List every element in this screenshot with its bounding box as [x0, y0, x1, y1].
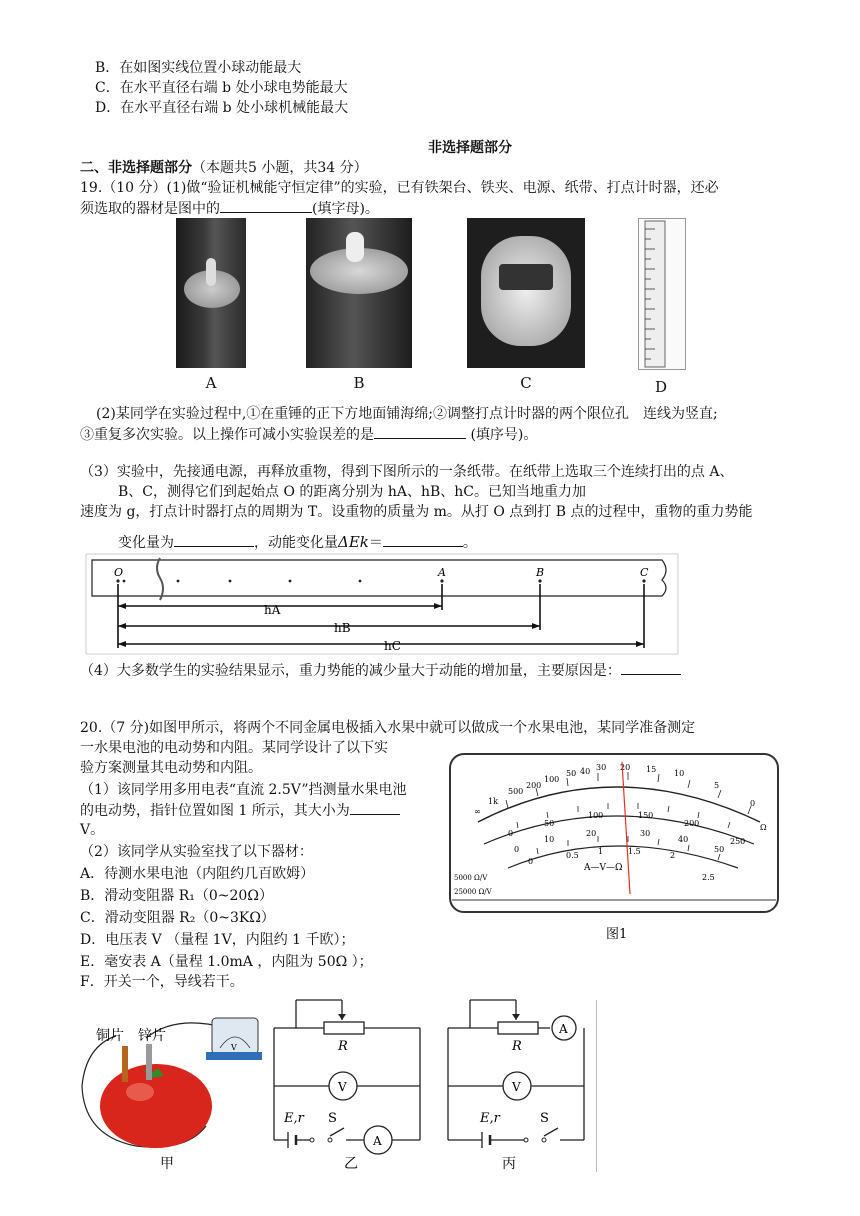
- ohm-label-100: 100: [544, 775, 560, 784]
- zinc-plate-icon: [146, 1044, 152, 1080]
- mid-label-100: 100: [588, 811, 604, 820]
- mid2-label-20: 20: [586, 829, 597, 838]
- tape-dot-o: [116, 579, 119, 582]
- low-label-25: 2.5: [702, 873, 715, 882]
- q19-answer-blank-4[interactable]: [383, 532, 463, 547]
- ohm-label-inf: ∞: [474, 807, 481, 816]
- mid2-label-30: 30: [640, 829, 651, 838]
- q19-p3-eq: ＝: [368, 535, 383, 551]
- switch-icon: [544, 1128, 558, 1136]
- weight-hook-icon: [206, 258, 216, 286]
- q20-answer-blank-1[interactable]: [350, 800, 400, 815]
- q19-p3-line2: B、C，测得它们到起始点 O 的距离分别为 hA、hB、hC。已知当地重力加: [118, 484, 586, 500]
- q19-answer-blank-1[interactable]: [220, 198, 312, 213]
- q20-p2: （2）该同学从实验室找了以下器材：: [80, 844, 313, 860]
- q20-item-a: A．待测水果电池（内阻约几百欧姆）: [80, 866, 315, 882]
- tape-dot-c: [642, 579, 645, 582]
- ohm-label-40: 40: [580, 767, 591, 776]
- ek-symbol: ΔEk: [338, 533, 369, 551]
- multimeter-figure: [448, 752, 782, 944]
- mid-label-0: 0: [508, 829, 514, 838]
- rheostat-icon: [498, 1022, 538, 1034]
- photo-label-c: C: [520, 374, 532, 392]
- ohm-label-5: 5: [714, 781, 720, 790]
- fruit-battery-figure: [76, 1006, 266, 1176]
- circuit-bing-v: V: [512, 1080, 521, 1094]
- photo-label-b: B: [353, 374, 365, 392]
- section-header: 二、非选择题部分: [80, 160, 192, 176]
- ohm-label-200: 200: [526, 781, 542, 790]
- ohm-label-15: 15: [646, 765, 657, 774]
- q20-p1-line1: （1）该同学用多用电表“直流 2.5V”挡测量水果电池: [80, 782, 407, 798]
- mid-label-50: 50: [544, 819, 555, 828]
- mid-label-250: 250: [730, 837, 746, 846]
- q19-p3-line4-text: 变化量为: [118, 535, 174, 551]
- q20-item-f: F．开关一个，导线若干。: [80, 974, 244, 990]
- q19-p2-line1: (2)某同学在实验过程中,①在重锤的正下方地面铺海绵;②调整打点计时器的两个限位孔 连线为竖直;: [96, 406, 718, 422]
- q20-line3: 验方案测量其电动势和内阻。: [80, 760, 262, 776]
- section-header-line: [80, 158, 368, 178]
- q20-item-e: E．毫安表 A（量程 1.0mA ，内阻为 50Ω ）；: [80, 954, 373, 970]
- q20-line2: 一水果电池的电动势和内阻。某同学设计了以下实: [80, 740, 388, 756]
- q19-p4-text: （4）大多数学生的实验结果显示，重力势能的减少量大于动能的增加量，主要原因是：: [80, 663, 621, 679]
- figure-bing-caption: 丙: [502, 1156, 516, 1172]
- photo-label-d: D: [654, 378, 668, 396]
- figure-jia-caption: 甲: [160, 1156, 174, 1172]
- q19-answer-blank-3[interactable]: [174, 532, 254, 547]
- circuit-yi-v: V: [338, 1080, 347, 1094]
- low-label-2: 2: [670, 851, 676, 860]
- circuit-yi-er: E,r: [284, 1111, 304, 1126]
- q19-p2-line2: [80, 424, 537, 445]
- q19-p2-tail: (填序号)。: [466, 427, 538, 443]
- figure-yi-caption: 乙: [344, 1156, 358, 1172]
- q20-p1-line2: [80, 800, 400, 821]
- ohm-label-20: 20: [620, 763, 631, 772]
- circuit-bing-er: E,r: [480, 1111, 500, 1126]
- q20-line1: 20.（7 分)如图甲所示，将两个不同金属电极插入水果中就可以做成一个水果电池，某同学准备测定: [80, 720, 696, 736]
- low-label-15: 1.5: [628, 847, 641, 856]
- circuit-bing-figure: [440, 994, 600, 1174]
- q19-p4: [80, 660, 681, 681]
- mid2-label-10: 10: [544, 835, 555, 844]
- meter-note-2: 25000 Ω/V: [454, 888, 492, 896]
- meter-center-label: A—V—Ω: [584, 863, 623, 873]
- circuit-bing-a: A: [559, 1022, 568, 1036]
- tape-label-b: B: [536, 566, 545, 579]
- ohm-label-30: 30: [596, 763, 607, 772]
- ohm-label-1k: 1k: [488, 797, 498, 806]
- photo-b-weight: [306, 218, 412, 368]
- q19-line2: [80, 198, 379, 219]
- photo-a-weight: [176, 218, 246, 368]
- circuit-yi-s: S: [328, 1111, 337, 1126]
- tape-label-ha: hA: [264, 603, 281, 617]
- voltmeter-label: V: [231, 1043, 237, 1052]
- paper-tape-diagram: [84, 552, 684, 656]
- q19-p3-line4-mid: ，动能变化量: [254, 535, 338, 551]
- circuit-bing-r: R: [512, 1039, 522, 1054]
- q20-item-c: C．滑动变阻器 R₂（0~3KΩ）: [80, 910, 275, 926]
- ohm-label-0: 0: [750, 799, 756, 808]
- q19-p3-line4: [118, 532, 477, 553]
- q20-p1-line3: V。: [80, 822, 105, 838]
- q19-line2-tail: (填字母)。: [312, 201, 379, 217]
- copper-plate-icon: [122, 1046, 128, 1082]
- tape-label-hc: hC: [384, 639, 401, 653]
- tape-label-a: A: [438, 566, 446, 579]
- ohm-label-10: 10: [674, 769, 685, 778]
- section-note: （本题共5 小题，共34 分）: [192, 160, 368, 176]
- tape-dot-b: [538, 579, 541, 582]
- circuit-yi-r: R: [338, 1039, 348, 1054]
- mid2-label-50: 50: [714, 845, 725, 854]
- q19-answer-blank-5[interactable]: [621, 660, 681, 675]
- q19-p3-end: 。: [462, 535, 477, 551]
- q19-line1: 19.（10 分）(1)做“验证机械能守恒定律”的实验，已有铁架台、铁夹、电源、纸带、打点计时器，还必: [80, 180, 719, 196]
- option-c: C．在水平直径右端 b 处小球电势能最大: [95, 80, 348, 96]
- q20-item-d: D．电压表 V （量程 1V，内阻约 1 千欧）；: [80, 932, 355, 948]
- tape-label-hb: hB: [334, 621, 351, 635]
- photo-label-a: A: [205, 374, 217, 392]
- q19-line2-text: 须选取的器材是图中的: [80, 201, 220, 217]
- photo-c-stopwatch: [467, 218, 585, 368]
- ruler-icon: [639, 219, 685, 369]
- mid2-label-40: 40: [678, 835, 689, 844]
- figure-divider: [596, 1000, 597, 1172]
- ohm-unit: Ω: [760, 823, 767, 832]
- circuit-bing-s: S: [540, 1111, 549, 1126]
- mid-label-200: 200: [684, 819, 700, 828]
- ohm-label-50: 50: [566, 769, 577, 778]
- low-label-05: 0.5: [566, 851, 579, 860]
- low-label-1: 1: [598, 847, 604, 856]
- mid2-label-0: 0: [514, 845, 520, 854]
- copper-label: 铜片: [96, 1028, 124, 1044]
- zinc-label: 锌片: [138, 1028, 166, 1044]
- tape-label-o: O: [114, 566, 124, 579]
- rheostat-icon: [324, 1022, 364, 1034]
- low-label-0: 0: [528, 857, 534, 866]
- q19-p3-line1: （3）实验中，先接通电源，再释放重物，得到下图所示的一条纸带。在纸带上选取三个连续打出的点 A、: [80, 464, 734, 480]
- option-b: B．在如图实线位置小球动能最大: [95, 60, 302, 76]
- ohm-label-500: 500: [508, 787, 524, 796]
- switch-icon: [330, 1128, 344, 1136]
- stopwatch-icon: [481, 236, 571, 346]
- figure1-caption: 图1: [606, 927, 628, 942]
- weight-b-hook-icon: [346, 232, 364, 262]
- q19-answer-blank-2[interactable]: [374, 424, 466, 439]
- tape-dot-a: [440, 579, 443, 582]
- option-d: D．在水平直径右端 b 处小球机械能最大: [95, 100, 349, 116]
- section-title: 非选择题部分: [428, 140, 512, 156]
- mid-label-150: 150: [638, 811, 654, 820]
- q19-p3-line3: 速度为 g，打点计时器打点的周期为 T。设重物的质量为 m。从打 O 点到打 B 点的过程中，重物的重力势能: [80, 504, 753, 520]
- photo-d-ruler: [638, 218, 686, 370]
- circuit-yi-figure: [266, 994, 436, 1174]
- meter-note-1: 5000 Ω/V: [454, 874, 488, 882]
- q20-p1-text: 的电动势，指针位置如图 1 所示，其大小为: [80, 803, 350, 819]
- q20-item-b: B．滑动变阻器 R₁（0~20Ω）: [80, 888, 273, 904]
- q19-p2-text: ③重复多次实验。以上操作可减小实验误差的是: [80, 427, 374, 443]
- circuit-yi-a: A: [373, 1134, 382, 1148]
- tape-label-c: C: [640, 566, 649, 579]
- stopwatch-display-icon: [499, 264, 553, 290]
